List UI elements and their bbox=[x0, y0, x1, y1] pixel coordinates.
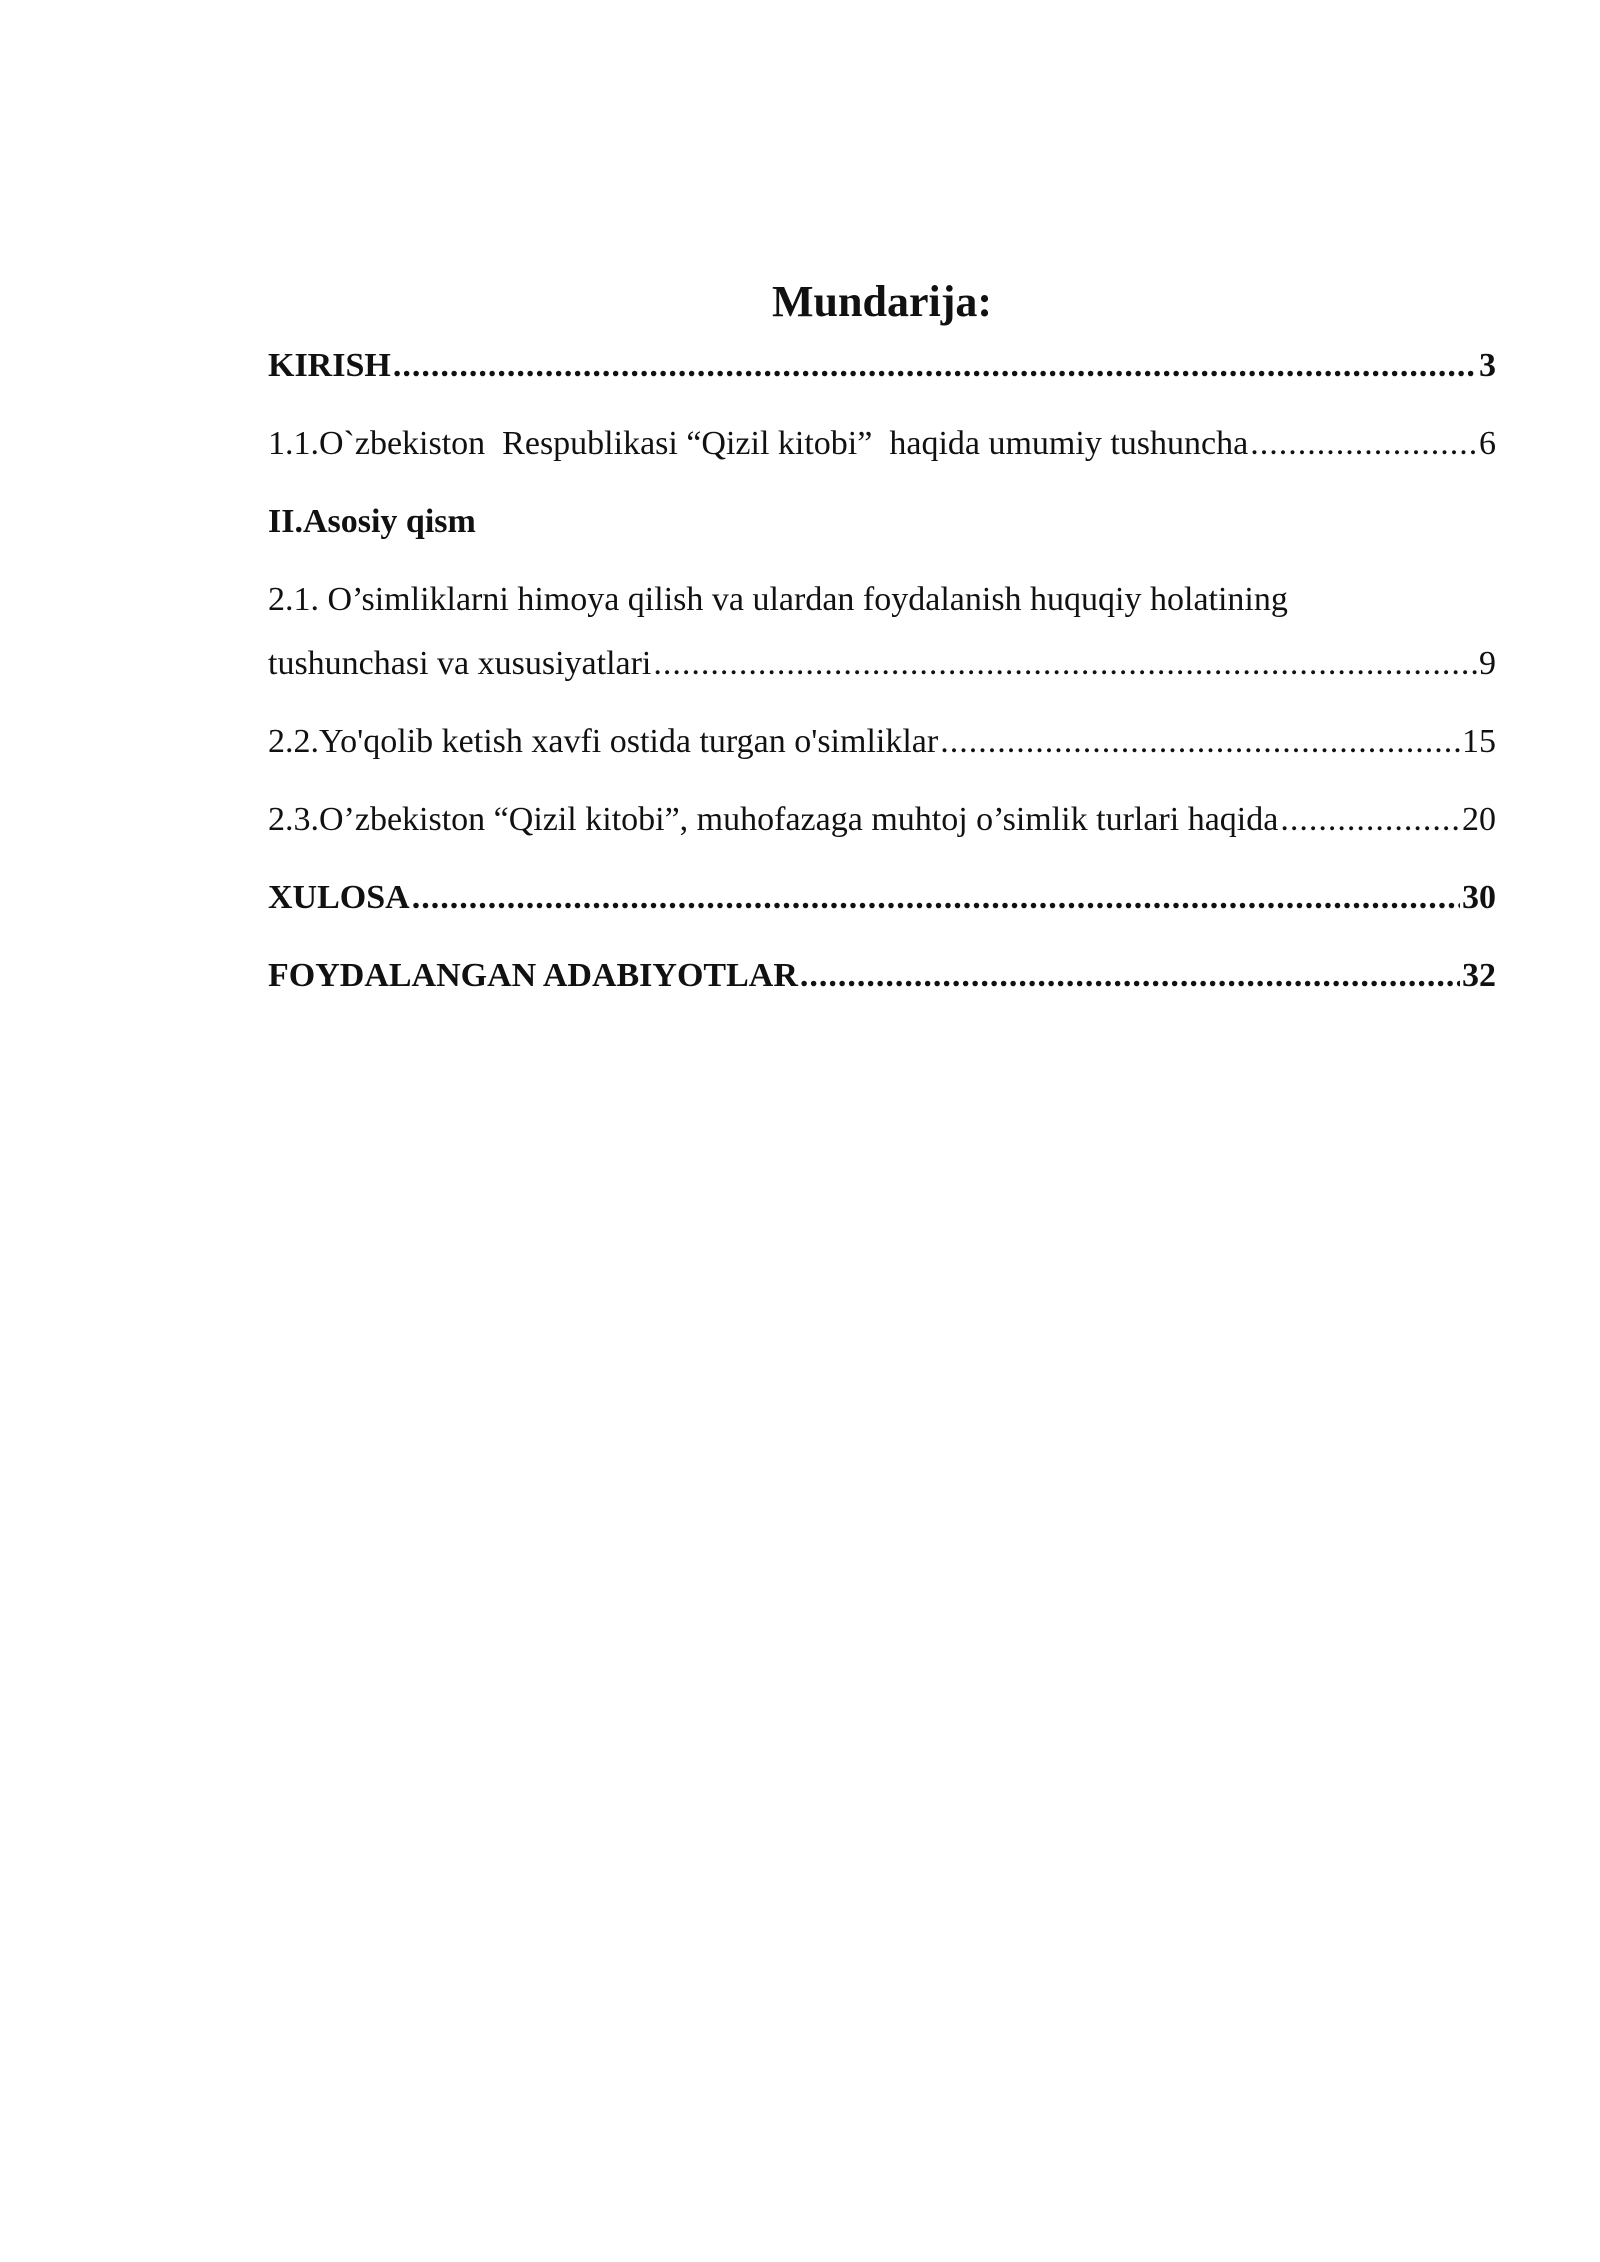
toc-entry-foydalangan-adabiyotlar[interactable] bbox=[268, 944, 1496, 1008]
toc-list bbox=[268, 334, 1496, 1008]
toc-page-number: 32 bbox=[1462, 957, 1496, 994]
toc-dot-leader bbox=[800, 944, 1460, 1008]
toc-dot-leader bbox=[393, 334, 1477, 398]
toc-entry-1-1[interactable] bbox=[268, 412, 1496, 476]
toc-page-number: 6 bbox=[1479, 425, 1496, 462]
toc-entry-label: KIRISH bbox=[268, 347, 391, 384]
toc-dot-leader bbox=[940, 710, 1460, 774]
toc-page-number: 30 bbox=[1462, 879, 1496, 916]
toc-page-number: 20 bbox=[1462, 801, 1496, 838]
toc-entry-label-line2-row bbox=[268, 632, 1496, 696]
toc-entry-label: II.Asosiy qism bbox=[268, 503, 476, 540]
toc-dot-leader bbox=[412, 866, 1460, 930]
toc-entry-2-3[interactable] bbox=[268, 788, 1496, 852]
toc-dot-leader bbox=[1280, 788, 1460, 852]
toc-entry-label: 2.3.O’zbekiston “Qizil kitobi”, muhofazaga muhtoj o’simlik turlari haqida bbox=[268, 801, 1279, 838]
toc-dot-leader bbox=[653, 632, 1477, 696]
toc-entry-2-2[interactable] bbox=[268, 710, 1496, 774]
toc-entry-label: XULOSA bbox=[268, 879, 410, 916]
toc-entry-label: 1.1.O`zbekiston Respublikasi “Qizil kitobi” haqida umumiy tushuncha bbox=[268, 425, 1249, 462]
toc-entry-kirish[interactable] bbox=[268, 334, 1496, 398]
toc-entry-xulosa[interactable] bbox=[268, 866, 1496, 930]
toc-entry-label: FOYDALANGAN ADABIYOTLAR bbox=[268, 957, 798, 994]
toc-entry-label: 2.2.Yo'qolib ketish xavfi ostida turgan o'simliklar bbox=[268, 723, 939, 760]
toc-entry-label-line1: 2.1. O’simliklarni himoya qilish va ulardan foydalanish huquqiy holatining bbox=[268, 581, 1288, 618]
toc-page-number: 9 bbox=[1479, 645, 1496, 682]
toc-title: Mundarija: bbox=[772, 277, 992, 326]
table-of-contents bbox=[268, 270, 1496, 1008]
toc-page-number: 3 bbox=[1479, 347, 1496, 384]
toc-dot-leader bbox=[1250, 412, 1477, 476]
toc-entry-label-line2: tushunchasi va xususiyatlari bbox=[268, 645, 652, 682]
toc-page-number: 15 bbox=[1462, 723, 1496, 760]
toc-section-heading bbox=[268, 490, 1496, 554]
toc-entry-2-1[interactable] bbox=[268, 568, 1496, 696]
